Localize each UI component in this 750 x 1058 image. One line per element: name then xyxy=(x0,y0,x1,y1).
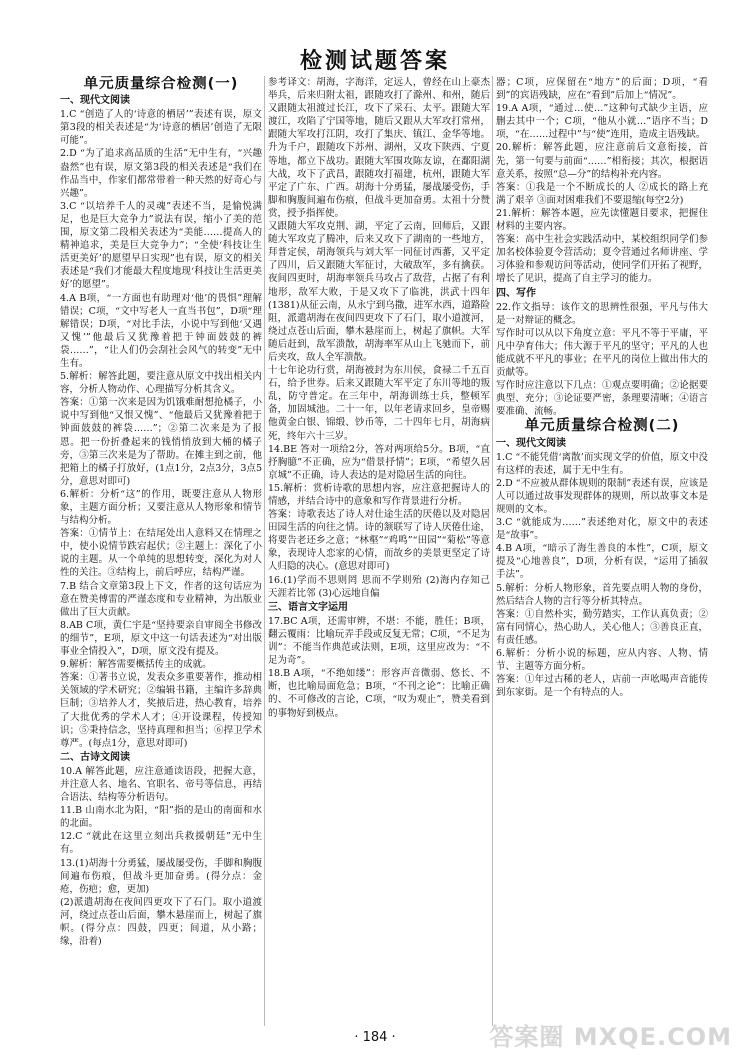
answer-text: 22.作文指导：该作文的思辨性很强，平凡与伟大是一对辩证的概念。 写作时可以从以下角度立意：平凡不等于平庸，平凡中孕育伟大；伟大源于平凡的坚守；平凡的人也能成就不平凡的事业；在平凡的岗位上做出伟大的贡献等。 写作时应注意以下几点：①观点要明确；②论据要典型、充分；③论证要严密，条理要清晰；④语言要准确、流畅。 xyxy=(496,301,708,418)
answer-text: 参考译文：胡海，字海洋，定远人，曾经在山上豪杰举兵，后来归附太祖，跟随攻打了滁州、和州，随后又跟随太祖渡过长江，攻下了采石、太平。跟随大军渡江，攻陷了宁国等地，随后又跟从大军攻打常州，跟随大军攻打江阴，攻打了集庆、镇江、金华等地。升为千户，跟随攻下苏州、湖州，又攻下陕西、宁夏等地，都立下战功。跟随大军围攻陈友谅，在鄱阳湖大战，攻下了武昌，跟随攻打福建，杭州，跟随大军平定了广东、广西。胡海十分勇猛，屡战屡受伤，手脚和胸腹间遍布伤痕，但战斗更加奋勇。太祖十分赞赏，授予指挥使。 又跟随大军攻克荆、湖，平定了云南，回师后，又跟随大军攻克了腾冲，后来又攻下了湖南的一些地方，拜普定侯，胡海领兵与刘大军一同征讨西蕃，又平定了四川，后又跟随大军征讨，大破敌军，多有擒获。夜间四更时，胡海率领兵马攻占了敌营，占据了有利地形，敌军大败，于是又攻下了临洮，洪武十四年(1381)从征云南，从永宁到乌撒，进军水西，道路险阻，派遣胡海在夜间四更攻下了石门，取小道渡河，绕过点苍山后面，攀木悬崖而上，树起了旗帜。大军随后赶到，敌军溃散，胡海率军从山上飞驰而下，前后夹攻，敌人全军溃散。 十七年论功行赏，胡海被封为东川侯，食禄二千五百石，给予世券。后来又跟随大军平定了东川等地的叛乱，防守普定。在三年中，胡海训练士兵，整顿军备，加固城池。二十一年，以年老请求回乡，皇帝赐他黄金白银、锦缎、钞币等，二十四年七月，胡海病死，终年六十三岁。 xyxy=(268,77,490,442)
page-number: · 184 · xyxy=(354,1030,396,1045)
subsection-heading: 二、古诗文阅读 xyxy=(60,751,130,763)
answer-text: 器；C项，应保留在“地方”的后面；D项，“看到”的宾语残缺，应在“看到”后加上“情况”。 19.A A项，“通过…使…”这种句式缺少主语，应删去其中一个；C项，“他从小就…”语序不当；D项，“在……过程中”与“使”连用，造成主语残缺。 20.解析：解答此题，应注意前后文意衔接，首先，第一句要与前面“……”相衔接；其次，根据语意关系，按照“总—分”的结构补充内容。 答案：①我是一个不断成长的人 ②成长的路上充满了艰辛 ③面对困难我们不要退缩(每空2分) 21.解析：解答本题，应先读懂题目要求，把握住材料的主要内容。 答案：高中生社会实践活动中，某校组织同学们参加名校体验夏令营活动；夏令营通过名师讲座、学习体验和参观访问等活动，使同学们开拓了视野，增长了见识，提高了自主学习的能力。 xyxy=(496,77,708,285)
answer-text: 14.BE 答对一项给2分，答对两项给5分。B项，“直抒胸臆”不正确，应为“借景抒情”；E项，“希望久居京城”不正确，诗人表达的是对隐居生活的向往。 15.解析：赏析诗歌的思想内容，应注意把握诗人的情感，并结合诗中的意象和写作背景进行分析。 答案：诗歌表达了诗人对仕途生活的厌倦以及对隐居田园生活的向往之情。诗的颔联写了诗人厌倦仕途，将要告老还乡之意；“林壑”“鸡鸣”“田园”“菊松”等意象，表现诗人恋家的心情，而故乡的美景更坚定了诗人归隐的决心。(意思对即可) 16.(1)学而不思则罔 思而不学则殆 (2)海内存知己 天涯若比邻 (3)心远地自偏 xyxy=(268,443,490,599)
answer-text: 17.BC A项，还需审辨，不堪：不能，胜任；B项，翻云覆雨：比喻玩弄手段或反复无常；C项，“不足为训”：不能当作典范或法则，E项，这里应改为：“不足为奇”。 18.B A项，“不绝如缕”：形容声音微弱、悠长、不断，也比喻局面危急；B项，“不刊之论”：比喻正确的、不可修改的言论，C项，“叹为观止”，赞美看到的事物好到极点。 xyxy=(268,615,490,719)
subsection-heading: 一、现代文阅读 xyxy=(496,437,566,449)
answer-text: 1.C “创造了人的‘诗意的栖居’”表述有误，原文第3段的相关表述是“为‘诗意的栖居’创造了无限可能”。 2.D “为了追求高品质的生活”无中生有，“兴趣盎然”也有误，原文第3段的相关表述是“我们在作品当中，作家们都常带着一种天然的好奇心与兴趣”。 3.C “以培养千人的灵魂”表述不当，是愉悦满足，也是巨大竞争力”说法有误，缩小了美的范围，原文第二段相关表述为“美能……提高人的精神追求，美是巨大竞争力”；“全使‘科技让生活更美好’的愿望早日实现”也有误，原文的相关表述是“我们才能最大程度地现‘科技让生活更美好’的愿望”。 4.A B项，“一方面也有助理对‘他’的畏惧”理解错误；C项，“文中写老人一直当书包”，D项“理解错误；D项，“对比手法，小说中写到他‘又遇又愧’”他最后又犹豫着把于钟面鼓鼓的裤袋……”，“让人们仍会刮社会风气的转变”无中生有。 5.解析：解答此题，要注意从原文中找出相关内容，分析人物动作、心理描写分析其含义。 答案：①第一次来是因为饥饿难耐想抢橘子，小说中写到他“又恨又愧”、“他最后又犹豫着把于钟面鼓鼓的裤袋……”；②第二次来是为了报恩。把一份折叠起来的钱悄悄放到大桶的橘子旁，③第三次来是为了帮助。在摊主到之前，他把箱上的橘子打放好，(1点1分，2点3分，3点5分，意思对即可) 6.解析：分析“这”的作用，既要注意从人物形象，主题方面分析；又要注意从人物形象和情节与结构分析。 答案：①情节上：在结尾处出人意料又在情理之中，使小说情节跌宕起伏；②主题上：深化了小说的主题。从一个单纯的思想转变，深化为对人性的关注。③结构上，前后呼应，结构严谨。 7.B 结合文章第3段上下文，作者的这句话应为意在赞美傅雷的严谨态度和专业精神，为出版业做出了巨大贡献。 8.AB C项，黄仁宇是“坚持要亲自审阅全书修改的细节”，E项，原文中这一句话表述为“对出版事业全情投入”，D项，原文没有提及。 9.解析：解答需要概括传主的成就。 答案：①著书立说，发表众多重要著作，推动相关领域的学术研究；②编辑书籍，主编许多辞典巨制；③培养人才，奖掖后进，热心教育，培养了大批优秀的学术人才；④开设课程，传授知识；⑤秉持信念，坚持真理和担当；⑥捍卫学术尊严。(每点1分，意思对即可) xyxy=(60,109,262,749)
column-divider xyxy=(264,76,265,1026)
column-divider xyxy=(492,76,493,1026)
column-left xyxy=(60,76,262,1026)
answer-text: 1.C “不能凭借‘离散’而实现文学的价值，原文中没有这样的表述，属于无中生有。 2.D “不应被从群体规则的限制”表述有误，应该是人可以通过故事发现群体的规则，所以故事文本是规则的文本。 3.C “就能成为……”表述绝对化，原文中的表述是“故事”。 4.B A项，“暗示了海生善良的本性”，C项，原文提及“心地善良”，D项，分析有误，“运用了插叙手法”。 5.解析：分析人物形象，首先要点明人物的身份，然后结合人物的言行等分析其特点。 答案：①自然朴实，勤劳踏实，工作认真负责；②富有同情心，热心助人，关心他人；③善良正直，有责任感。 6.解析：分析小说的标题，应从内容、人物、情节、主题等方面分析。 答案：①年过古稀的老人，店前一声吆喝声音能传到东家街。是一个有特点的人。 xyxy=(496,451,708,699)
section-heading: 单元质量综合检测(二) xyxy=(524,418,680,435)
watermark: 答案圈 MXQE.COM xyxy=(489,1023,732,1051)
answer-text: 10.A 解答此题，应注意通读语段，把握大意，并注意人名、地名、官职名、帝号等信息，再结合语法、结构等分析语句。 11.B 山南水北为阳，“阳”指的是山的南面和水的北面。 12.C “就此在这里立刻出兵救援朝廷”无中生有。 13.(1)胡海十分勇猛，屡战屡受伤，手脚和胸腹间遍布伤痕，但战斗更加奋勇。(得分点：金疮，伤疤；愈，更加) (2)派遣胡海在夜间四更攻下了石门。取小道渡河，绕过点苍山后面，攀木悬崖而上，树起了旗帜。(得分点：四鼓，四更；间道，从小路；缘，沿着) xyxy=(60,765,262,948)
column-middle xyxy=(268,76,490,1026)
section-heading: 单元质量综合检测(一) xyxy=(83,76,239,92)
column-right xyxy=(496,76,708,1026)
subsection-heading: 三、语言文字运用 xyxy=(268,601,348,613)
subsection-heading: 一、现代文阅读 xyxy=(60,95,130,107)
page-title: 检测试题答案 xyxy=(299,49,450,74)
subsection-heading: 四、写作 xyxy=(496,287,536,299)
